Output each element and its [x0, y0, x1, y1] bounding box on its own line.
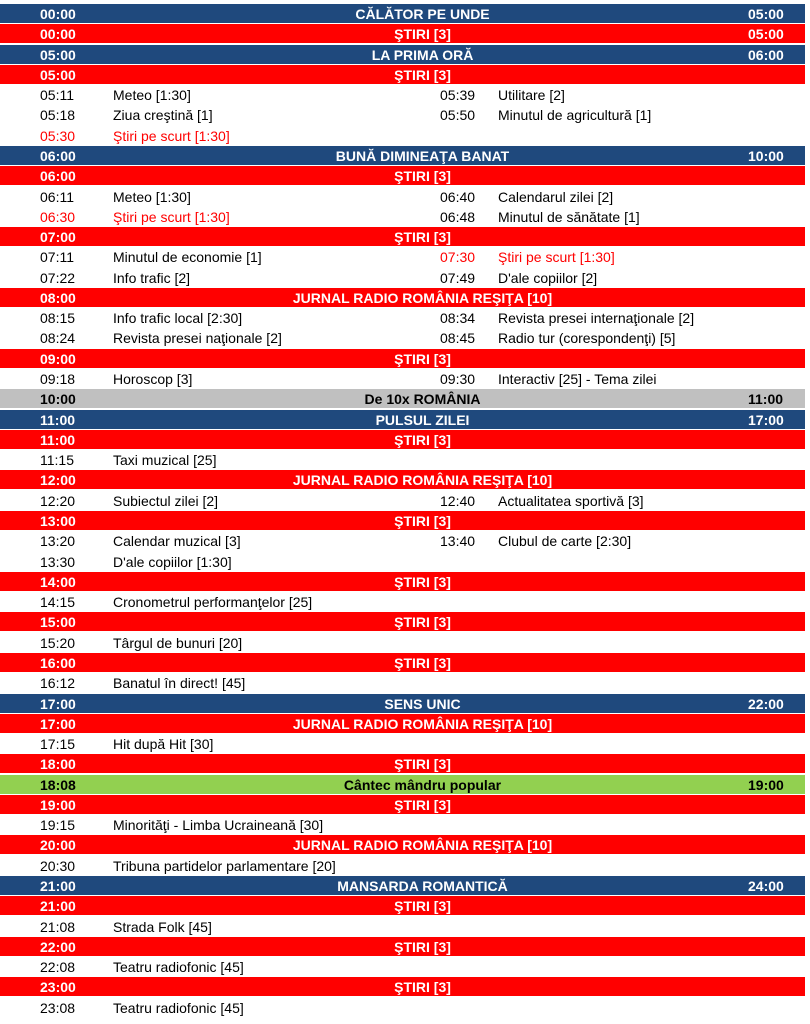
news-header-row: [0, 470, 805, 490]
item-time: 21:08: [40, 918, 76, 935]
item-time: 23:08: [40, 999, 76, 1016]
item-name: D'ale copiilor [2]: [498, 269, 598, 286]
news-header-row: [0, 795, 805, 815]
start-time: 23:00: [40, 979, 76, 996]
schedule-item-row: [0, 207, 805, 227]
schedule-item-row: [0, 531, 805, 551]
end-time: 19:00: [748, 776, 784, 793]
start-time: 19:00: [40, 796, 76, 813]
news-header-row: [0, 572, 805, 592]
segment-title: ŞTIRI [3]: [394, 938, 451, 955]
segment-title: PULSUL ZILEI: [375, 411, 470, 428]
schedule-item-row: [0, 552, 805, 572]
schedule-item-row: [0, 673, 805, 693]
item-time: 08:24: [40, 330, 76, 347]
news-header-row: [0, 653, 805, 673]
start-time: 12:00: [40, 472, 76, 489]
show-header-row: [0, 876, 805, 896]
item-name: Taxi muzical [25]: [113, 452, 217, 469]
item-name: Radio tur (corespondenţi) [5]: [498, 330, 676, 347]
item-time: 07:22: [40, 269, 76, 286]
segment-title: ŞTIRI [3]: [394, 654, 451, 671]
segment-title: ŞTIRI [3]: [394, 350, 451, 367]
item-name: Minorităţi - Limba Ucraineană [30]: [113, 817, 324, 834]
start-time: 15:00: [40, 614, 76, 631]
start-time: 11:00: [40, 431, 76, 448]
item-name: Meteo [1:30]: [113, 188, 191, 205]
item-name: Cronometrul performanţelor [25]: [113, 594, 313, 611]
news-header-row: [0, 835, 805, 855]
show-header-row: [0, 4, 805, 24]
start-time: 11:00: [40, 411, 76, 428]
segment-title: ŞTIRI [3]: [394, 431, 451, 448]
segment-title: ŞTIRI [3]: [394, 66, 451, 83]
start-time: 09:00: [40, 350, 76, 367]
schedule-item-row: [0, 734, 805, 754]
schedule-item-row: [0, 268, 805, 288]
start-time: 05:00: [40, 46, 76, 63]
item-time: 09:30: [440, 371, 476, 388]
news-header-row: [0, 430, 805, 450]
news-header-row: [0, 754, 805, 774]
segment-title: JURNAL RADIO ROMÂNIA REŞIŢA [10]: [292, 472, 553, 489]
segment-title: De 10x ROMÂNIA: [364, 391, 481, 408]
item-time: 07:49: [440, 269, 476, 286]
news-header-row: [0, 612, 805, 632]
segment-title: MANSARDA ROMANTICĂ: [337, 878, 508, 895]
start-time: 10:00: [40, 391, 76, 408]
item-name: Subiectul zilei [2]: [113, 492, 219, 509]
item-name: Ştiri pe scurt [1:30]: [498, 249, 615, 266]
item-name: Ştiri pe scurt [1:30]: [113, 127, 230, 144]
item-time: 05:50: [440, 107, 476, 124]
end-time: 10:00: [748, 147, 784, 164]
news-header-row: [0, 511, 805, 531]
schedule-item-row: [0, 308, 805, 328]
item-name: Calendar muzical [3]: [113, 533, 241, 550]
schedule-item-row: [0, 247, 805, 267]
segment-title: ŞTIRI [3]: [394, 168, 451, 185]
start-time: 00:00: [40, 6, 76, 22]
item-name: Clubul de carte [2:30]: [498, 533, 632, 550]
news-header-row: [0, 65, 805, 85]
item-time: 16:12: [40, 675, 76, 692]
schedule-item-row: [0, 917, 805, 937]
schedule-item-row: [0, 450, 805, 470]
item-time: 17:15: [40, 736, 76, 753]
item-name: Ştiri pe scurt [1:30]: [113, 208, 230, 225]
item-name: Revista presei naţionale [2]: [113, 330, 282, 347]
schedule-item-row: [0, 126, 805, 146]
schedule-item-row: [0, 998, 805, 1018]
item-time: 08:45: [440, 330, 476, 347]
news-header-row: [0, 977, 805, 997]
start-time: 16:00: [40, 654, 76, 671]
item-name: Info trafic [2]: [113, 269, 191, 286]
item-time: 13:30: [40, 553, 76, 570]
start-time: 06:00: [40, 168, 76, 185]
segment-title: JURNAL RADIO ROMÂNIA REŞIŢA [10]: [292, 715, 553, 732]
news-header-row: [0, 896, 805, 916]
start-time: 13:00: [40, 513, 76, 529]
start-time: 00:00: [40, 26, 76, 43]
segment-title: CĂLĂTOR PE UNDE: [355, 6, 490, 22]
segment-title: SENS UNIC: [384, 695, 461, 712]
end-time: 11:00: [748, 391, 784, 408]
item-name: Strada Folk [45]: [113, 918, 212, 935]
item-time: 14:15: [40, 594, 76, 611]
item-name: Târgul de bunuri [20]: [113, 634, 243, 651]
segment-title: BUNĂ DIMINEAŢA BANAT: [335, 147, 510, 164]
start-time: 21:00: [40, 898, 76, 915]
item-time: 05:39: [440, 87, 476, 104]
item-time: 13:40: [440, 533, 476, 550]
schedule-item-row: [0, 328, 805, 348]
start-time: 08:00: [40, 289, 76, 306]
item-name: Tribuna partidelor parlamentare [20]: [113, 857, 336, 874]
schedule-item-row: [0, 592, 805, 612]
item-time: 22:08: [40, 959, 76, 976]
news-header-row: [0, 288, 805, 308]
item-name: Ziua creştină [1]: [113, 107, 213, 124]
end-time: 22:00: [748, 695, 784, 712]
segment-title: ŞTIRI [3]: [394, 796, 451, 813]
item-name: Minutul de agricultură [1]: [498, 107, 652, 124]
schedule-item-row: [0, 369, 805, 389]
schedule-item-row: [0, 491, 805, 511]
start-time: 07:00: [40, 229, 76, 246]
special-header-row: [0, 389, 805, 409]
schedule-item-row: [0, 105, 805, 125]
item-name: Actualitatea sportivă [3]: [498, 492, 644, 509]
segment-title: ŞTIRI [3]: [394, 26, 451, 43]
item-name: Horoscop [3]: [113, 371, 193, 388]
item-time: 05:18: [40, 107, 76, 124]
show-header-row: [0, 146, 805, 166]
show-header-row: [0, 694, 805, 714]
show-header-row: [0, 410, 805, 430]
special-header-row: [0, 775, 805, 795]
item-name: Banatul în direct! [45]: [113, 675, 246, 692]
item-time: 05:11: [40, 87, 74, 104]
news-header-row: [0, 349, 805, 369]
start-time: 05:00: [40, 66, 76, 83]
item-time: 09:18: [40, 371, 76, 388]
news-header-row: [0, 227, 805, 247]
item-name: Minutul de economie [1]: [113, 249, 262, 266]
item-time: 12:20: [40, 492, 76, 509]
schedule-item-row: [0, 633, 805, 653]
segment-title: ŞTIRI [3]: [394, 573, 451, 590]
start-time: 17:00: [40, 695, 76, 712]
item-name: Meteo [1:30]: [113, 87, 191, 104]
item-name: Teatru radiofonic [45]: [113, 999, 244, 1016]
start-time: 17:00: [40, 715, 76, 732]
item-time: 19:15: [40, 817, 76, 834]
schedule-item-row: [0, 856, 805, 876]
item-time: 07:30: [440, 249, 476, 266]
news-header-row: [0, 24, 805, 44]
end-time: 05:00: [748, 26, 784, 43]
news-header-row: [0, 166, 805, 186]
item-time: 05:30: [40, 127, 76, 144]
start-time: 22:00: [40, 938, 76, 955]
segment-title: ŞTIRI [3]: [394, 229, 451, 246]
item-time: 08:34: [440, 310, 476, 327]
item-time: 06:11: [40, 188, 74, 205]
schedule-item-row: [0, 815, 805, 835]
item-time: 12:40: [440, 492, 476, 509]
segment-title: ŞTIRI [3]: [394, 979, 451, 996]
item-name: Revista presei internaţionale [2]: [498, 310, 695, 327]
item-time: 13:20: [40, 533, 76, 550]
schedule-item-row: [0, 85, 805, 105]
end-time: 17:00: [748, 411, 784, 428]
item-name: D'ale copiilor [1:30]: [113, 553, 232, 570]
start-time: 06:00: [40, 147, 76, 164]
show-header-row: [0, 45, 805, 65]
item-time: 07:11: [40, 249, 74, 266]
segment-title: LA PRIMA ORĂ: [371, 46, 474, 63]
item-time: 20:30: [40, 857, 76, 874]
segment-title: ŞTIRI [3]: [394, 614, 451, 631]
start-time: 18:00: [40, 756, 76, 773]
segment-title: ŞTIRI [3]: [394, 756, 451, 773]
start-time: 14:00: [40, 573, 76, 590]
segment-title: ŞTIRI [3]: [394, 513, 451, 529]
item-time: 06:48: [440, 208, 476, 225]
item-time: 08:15: [40, 310, 76, 327]
schedule-item-row: [0, 957, 805, 977]
item-name: Hit după Hit [30]: [113, 736, 214, 753]
item-time: 06:30: [40, 208, 76, 225]
news-header-row: [0, 937, 805, 957]
end-time: 06:00: [748, 46, 784, 63]
item-time: 15:20: [40, 634, 76, 651]
item-name: Calendarul zilei [2]: [498, 188, 614, 205]
item-name: Info trafic local [2:30]: [113, 310, 243, 327]
end-time: 24:00: [748, 878, 784, 895]
schedule-item-row: [0, 187, 805, 207]
item-time: 11:15: [40, 452, 74, 469]
item-time: 06:40: [440, 188, 476, 205]
item-name: Minutul de sănătate [1]: [498, 208, 640, 225]
news-header-row: [0, 714, 805, 734]
segment-title: JURNAL RADIO ROMÂNIA REŞIŢA [10]: [292, 837, 553, 854]
segment-title: Cântec mândru popular: [343, 776, 502, 793]
start-time: 18:08: [40, 776, 76, 793]
segment-title: ŞTIRI [3]: [394, 898, 451, 915]
end-time: 05:00: [748, 6, 784, 22]
item-name: Interactiv [25] - Tema zilei: [498, 371, 657, 388]
item-name: Utilitare [2]: [498, 87, 565, 104]
item-name: Teatru radiofonic [45]: [113, 959, 244, 976]
segment-title: JURNAL RADIO ROMÂNIA REŞIŢA [10]: [292, 289, 553, 306]
start-time: 21:00: [40, 878, 76, 895]
start-time: 20:00: [40, 837, 76, 854]
